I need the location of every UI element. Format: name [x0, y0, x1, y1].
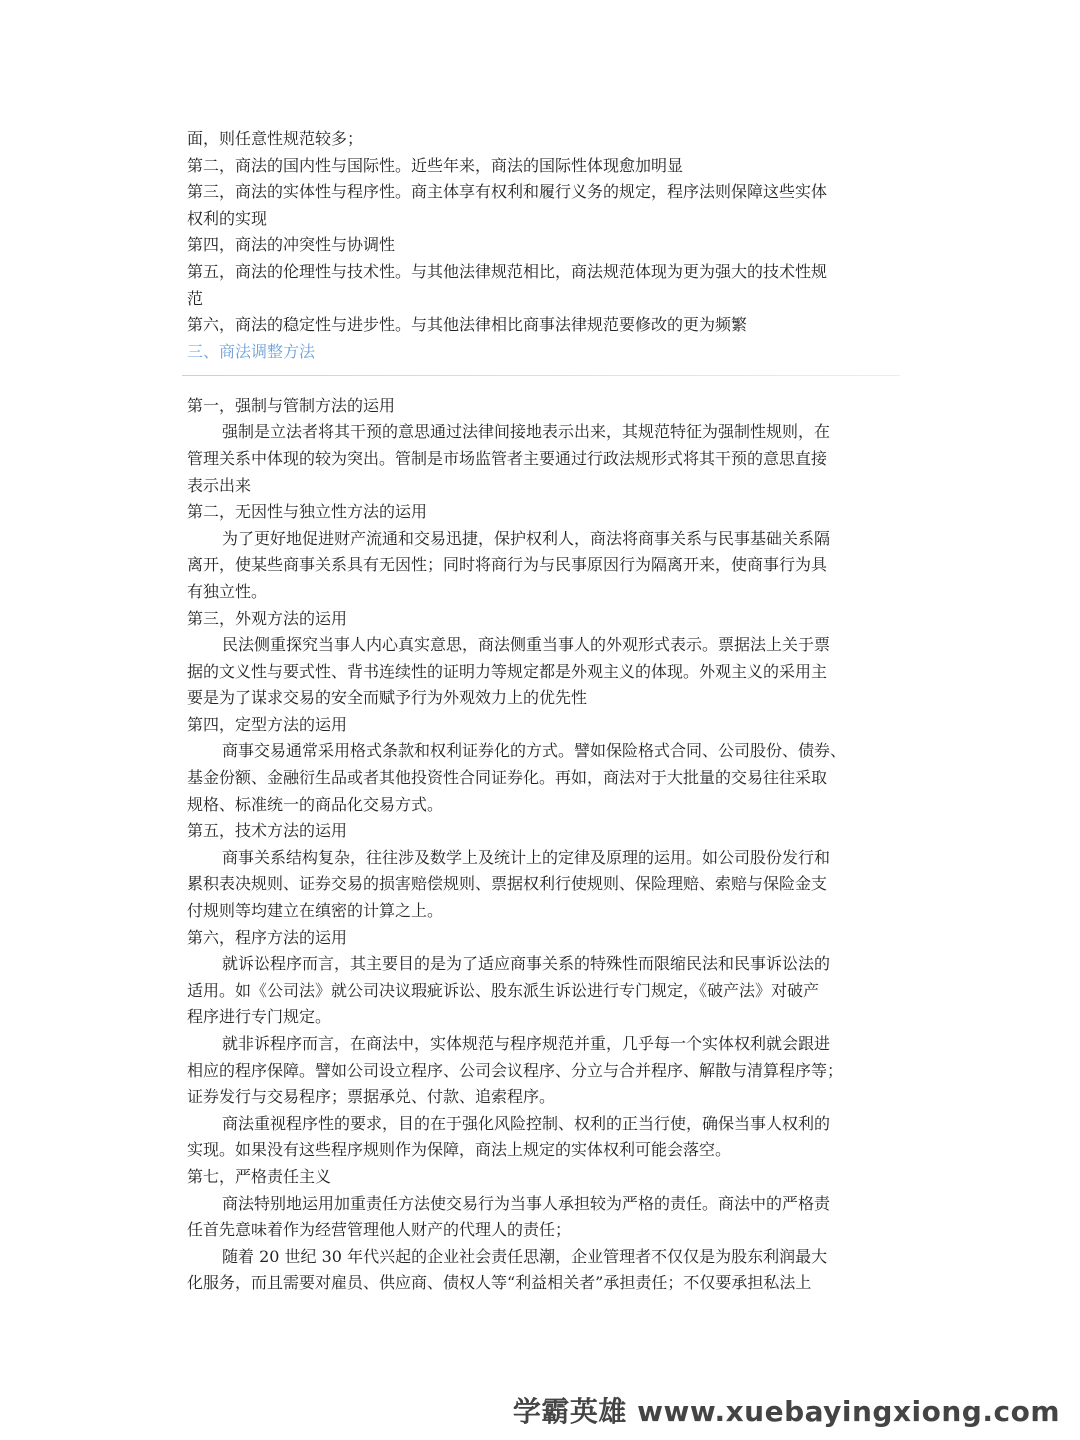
text-line: 强制是立法者将其干预的意思通过法律间接地表示出来，其规范特征为强制性规则，在: [222, 422, 831, 442]
text-line: 第三，商法的实体性与程序性。商主体享有权利和履行义务的规定，程序法则保障这些实体: [187, 182, 828, 202]
text-line: 基金份额、金融衍生品或者其他投资性合同证券化。再如，商法对于大批量的交易往往采取: [187, 768, 828, 788]
text-line: 第二，商法的国内性与国际性。近些年来，商法的国际性体现愈加明显: [187, 155, 684, 175]
section-divider: [182, 375, 900, 376]
text-line: 付规则等均建立在缜密的计算之上。: [187, 901, 444, 921]
text-line: 证券发行与交易程序；票据承兑、付款、追索程序。: [187, 1087, 556, 1107]
text-line: 第五，商法的伦理性与技术性。与其他法律规范相比，商法规范体现为更为强大的技术性规: [187, 261, 828, 281]
text-line: 权利的实现: [187, 208, 268, 228]
text-line: 商法重视程序性的要求，目的在于强化风险控制、权利的正当行使，确保当事人权利的: [222, 1113, 831, 1133]
text-line: 适用。如《公司法》就公司决议瑕疵诉讼、股东派生诉讼进行专门规定，《破产法》对破产: [187, 980, 820, 1000]
text-line: 第六，程序方法的运用: [187, 927, 348, 947]
text-line: 表示出来: [187, 475, 252, 495]
section-heading: 三、商法调整方法: [187, 341, 316, 361]
text-line: 为了更好地促进财产流通和交易迅捷，保护权利人，商法将商事关系与民事基础关系隔: [222, 528, 831, 548]
text-line: 第四，商法的冲突性与协调性: [187, 235, 396, 255]
text-line: 范: [187, 288, 204, 308]
text-line: 化服务，而且需要对雇员、供应商、债权人等“利益相关者”承担责任；不仅要承担私法上: [187, 1273, 812, 1293]
body-section: [187, 393, 899, 1297]
text-line: 离开，使某些商事关系具有无因性；同时将商行为与民事原因行为隔离开来，使商事行为具: [187, 555, 828, 575]
text-line: 据的文义性与要式性、背书连续性的证明力等规定都是外观主义的体现。外观主义的采用主: [187, 661, 828, 681]
text-line: 民法侧重探究当事人内心真实意思，商法侧重当事人的外观形式表示。票据法上关于票: [222, 635, 831, 655]
text-line: 第五，技术方法的运用: [187, 821, 348, 841]
text-line: 面，则任意性规范较多；: [187, 129, 364, 148]
text-line: 就非诉程序而言，在商法中，实体规范与程序规范并重，几乎每一个实体权利就会跟进: [222, 1034, 831, 1053]
text-line: 商事交易通常采用格式条款和权利证券化的方式。譬如保险格式合同、公司股份、债券、: [222, 741, 847, 761]
text-line: 第四，定型方法的运用: [187, 714, 348, 734]
text-line: 第二，无因性与独立性方法的运用: [187, 502, 428, 522]
site-watermark: 学霸英雄 www.xuebayingxiong.com: [512, 1395, 1060, 1428]
text-line: 管理关系中体现的较为突出。管制是市场监管者主要通过行政法规形式将其干预的意思直接: [187, 448, 828, 468]
text-line: 程序进行专门规定。: [187, 1007, 332, 1027]
text-line: 随着 20 世纪 30 年代兴起的企业社会责任思潮，企业管理者不仅仅是为股东利润最大: [222, 1246, 828, 1266]
text-line: 商事关系结构复杂，往往涉及数学上及统计上的定律及原理的运用。如公司股份发行和: [222, 847, 831, 867]
intro-section: [187, 126, 899, 339]
text-line: 商法特别地运用加重责任方法使交易行为当事人承担较为严格的责任。商法中的严格责: [222, 1193, 831, 1213]
text-line: 第一，强制与管制方法的运用: [187, 395, 396, 415]
text-line: 相应的程序保障。譬如公司设立程序、公司会议程序、分立与合并程序、解散与清算程序等；: [187, 1060, 844, 1080]
text-line: 累积表决规则、证券交易的损害赔偿规则、票据权利行使规则、保险理赔、索赔与保险金支: [187, 874, 828, 894]
text-line: 有独立性。: [187, 581, 268, 601]
document-page: [187, 126, 899, 1297]
text-line: 第六，商法的稳定性与进步性。与其他法律相比商事法律规范要修改的更为频繁: [187, 315, 748, 335]
text-line: 就诉讼程序而言，其主要目的是为了适应商事关系的特殊性而限缩民法和民事诉讼法的: [222, 954, 831, 974]
text-line: 第七，严格责任主义: [187, 1166, 332, 1186]
text-line: 任首先意味着作为经营管理他人财产的代理人的责任；: [187, 1220, 572, 1240]
text-line: 实现。如果没有这些程序规则作为保障，商法上规定的实体权利可能会落空。: [187, 1140, 732, 1160]
text-line: 第三，外观方法的运用: [187, 608, 348, 628]
text-line: 要是为了谋求交易的安全而赋予行为外观效力上的优先性: [187, 688, 588, 708]
text-line: 规格、标准统一的商品化交易方式。: [187, 794, 444, 814]
